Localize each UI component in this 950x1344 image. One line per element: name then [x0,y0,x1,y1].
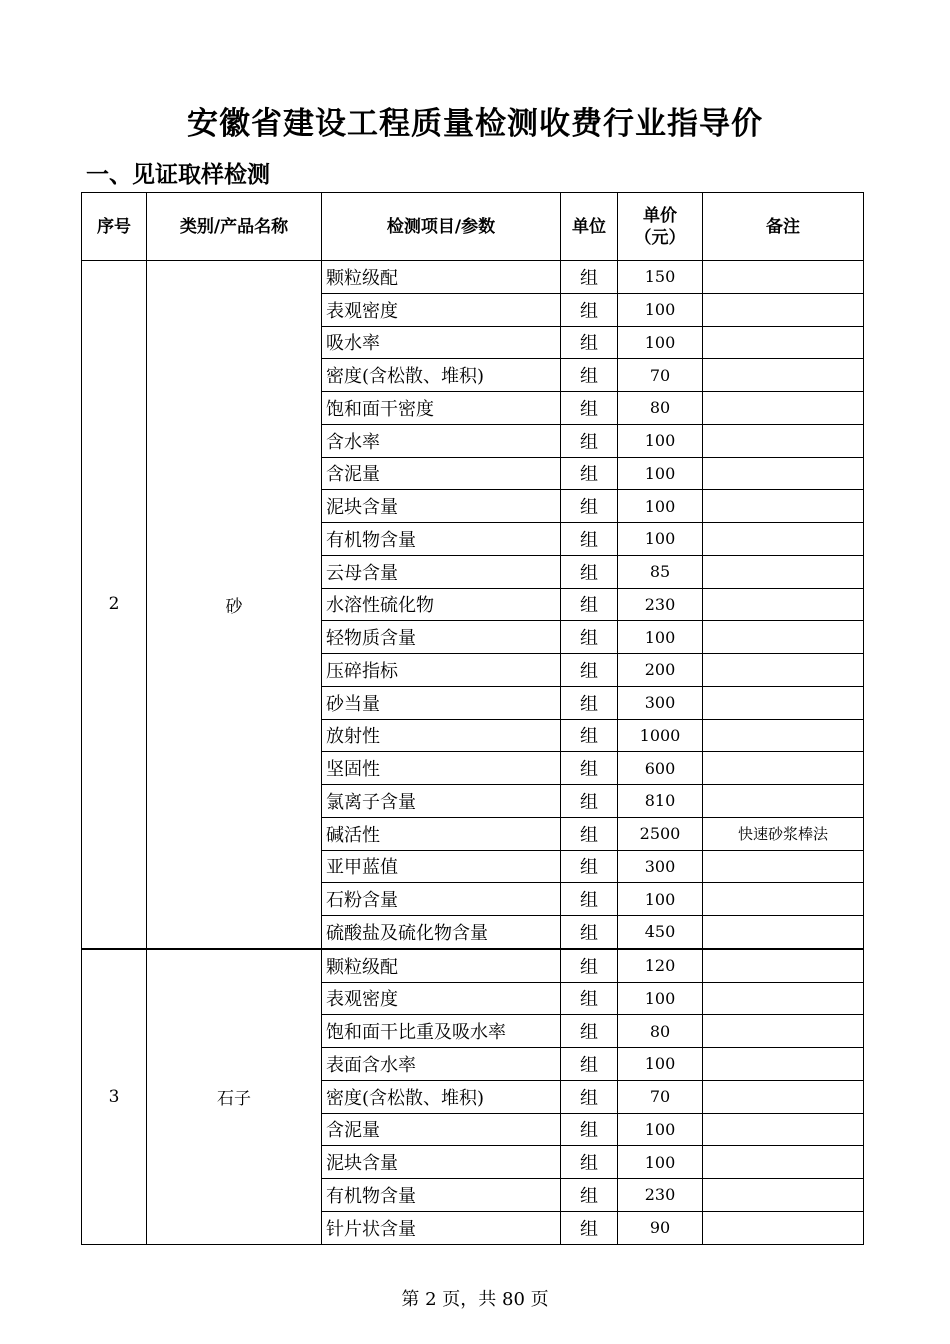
note-cell [703,588,864,621]
unit-cell: 组 [561,1179,618,1212]
param-cell: 放射性 [322,719,561,752]
price-cell: 300 [618,850,703,883]
unit-cell: 组 [561,949,618,982]
param-cell: 有机物含量 [322,1179,561,1212]
param-cell: 碱活性 [322,817,561,850]
price-cell: 230 [618,588,703,621]
note-cell [703,752,864,785]
note-cell [703,326,864,359]
note-cell [703,654,864,687]
param-cell: 吸水率 [322,326,561,359]
unit-cell: 组 [561,523,618,556]
header-note: 备注 [703,193,864,261]
price-cell: 600 [618,752,703,785]
group-category: 砂 [147,261,322,949]
unit-cell: 组 [561,719,618,752]
note-cell [703,1179,864,1212]
param-cell: 泥块含量 [322,490,561,523]
note-cell [703,1015,864,1048]
note-cell [703,392,864,425]
price-cell: 100 [618,621,703,654]
note-cell [703,785,864,818]
header-unit: 单位 [561,193,618,261]
unit-cell: 组 [561,588,618,621]
unit-cell: 组 [561,916,618,949]
price-cell: 120 [618,949,703,982]
note-cell [703,1146,864,1179]
price-cell: 70 [618,359,703,392]
param-cell: 有机物含量 [322,523,561,556]
header-index: 序号 [82,193,147,261]
price-cell: 80 [618,1015,703,1048]
param-cell: 颗粒级配 [322,949,561,982]
note-cell [703,850,864,883]
note-cell [703,1211,864,1244]
unit-cell: 组 [561,261,618,294]
note-cell [703,1113,864,1146]
table-body [82,261,864,1245]
header-param: 检测项目/参数 [322,193,561,261]
param-cell: 表面含水率 [322,1048,561,1081]
fee-table [81,192,864,1245]
price-cell: 100 [618,1113,703,1146]
price-cell: 100 [618,883,703,916]
note-cell [703,523,864,556]
param-cell: 轻物质含量 [322,621,561,654]
header-price: 单价 （元） [618,193,703,261]
param-cell: 含泥量 [322,1113,561,1146]
param-cell: 饱和面干比重及吸水率 [322,1015,561,1048]
price-cell: 90 [618,1211,703,1244]
param-cell: 密度(含松散、堆积) [322,1080,561,1113]
price-cell: 810 [618,785,703,818]
price-cell: 80 [618,392,703,425]
note-cell [703,916,864,949]
price-cell: 85 [618,555,703,588]
unit-cell: 组 [561,1048,618,1081]
param-cell: 颗粒级配 [322,261,561,294]
note-cell [703,686,864,719]
param-cell: 密度(含松散、堆积) [322,359,561,392]
page-footer: 第 2 页，共 80 页 [401,1289,549,1310]
price-cell: 100 [618,457,703,490]
unit-cell: 组 [561,621,618,654]
unit-cell: 组 [561,1015,618,1048]
unit-cell: 组 [561,686,618,719]
note-cell [703,719,864,752]
price-cell: 150 [618,261,703,294]
unit-cell: 组 [561,293,618,326]
param-cell: 含水率 [322,424,561,457]
param-cell: 砂当量 [322,686,561,719]
unit-cell: 组 [561,785,618,818]
note-cell [703,621,864,654]
param-cell: 亚甲蓝值 [322,850,561,883]
unit-cell: 组 [561,654,618,687]
param-cell: 氯离子含量 [322,785,561,818]
price-cell: 100 [618,1048,703,1081]
param-cell: 表观密度 [322,982,561,1015]
note-cell [703,883,864,916]
unit-cell: 组 [561,850,618,883]
table-header-row [82,193,864,261]
unit-cell: 组 [561,326,618,359]
unit-cell: 组 [561,424,618,457]
price-cell: 100 [618,293,703,326]
note-cell [703,457,864,490]
group-category: 石子 [147,949,322,1244]
price-cell: 70 [618,1080,703,1113]
param-cell: 表观密度 [322,293,561,326]
price-cell: 100 [618,424,703,457]
price-cell: 450 [618,916,703,949]
note-cell [703,1080,864,1113]
note-cell [703,424,864,457]
note-cell [703,261,864,294]
unit-cell: 组 [561,1113,618,1146]
unit-cell: 组 [561,817,618,850]
unit-cell: 组 [561,359,618,392]
price-cell: 1000 [618,719,703,752]
note-cell [703,949,864,982]
group-index: 3 [82,949,147,1244]
header-category: 类别/产品名称 [147,193,322,261]
price-cell: 100 [618,523,703,556]
price-cell: 200 [618,654,703,687]
section-heading: 一、见证取样检测 [86,162,270,188]
table-row [82,949,864,982]
param-cell: 硫酸盐及硫化物含量 [322,916,561,949]
note-cell [703,490,864,523]
param-cell: 坚固性 [322,752,561,785]
unit-cell: 组 [561,982,618,1015]
price-cell: 100 [618,490,703,523]
table-row [82,261,864,294]
param-cell: 压碎指标 [322,654,561,687]
unit-cell: 组 [561,490,618,523]
note-cell [703,555,864,588]
param-cell: 含泥量 [322,457,561,490]
price-cell: 100 [618,1146,703,1179]
unit-cell: 组 [561,883,618,916]
note-cell [703,1048,864,1081]
price-cell: 230 [618,1179,703,1212]
price-cell: 300 [618,686,703,719]
unit-cell: 组 [561,1080,618,1113]
unit-cell: 组 [561,392,618,425]
note-cell [703,982,864,1015]
unit-cell: 组 [561,457,618,490]
price-cell: 2500 [618,817,703,850]
unit-cell: 组 [561,1146,618,1179]
price-cell: 100 [618,982,703,1015]
param-cell: 水溶性硫化物 [322,588,561,621]
note-cell [703,293,864,326]
note-cell [703,359,864,392]
price-cell: 100 [618,326,703,359]
group-index: 2 [82,261,147,949]
page-title: 安徽省建设工程质量检测收费行业指导价 [187,106,763,142]
param-cell: 石粉含量 [322,883,561,916]
param-cell: 泥块含量 [322,1146,561,1179]
note-cell: 快速砂浆棒法 [703,817,864,850]
unit-cell: 组 [561,1211,618,1244]
param-cell: 饱和面干密度 [322,392,561,425]
param-cell: 针片状含量 [322,1211,561,1244]
param-cell: 云母含量 [322,555,561,588]
unit-cell: 组 [561,752,618,785]
unit-cell: 组 [561,555,618,588]
